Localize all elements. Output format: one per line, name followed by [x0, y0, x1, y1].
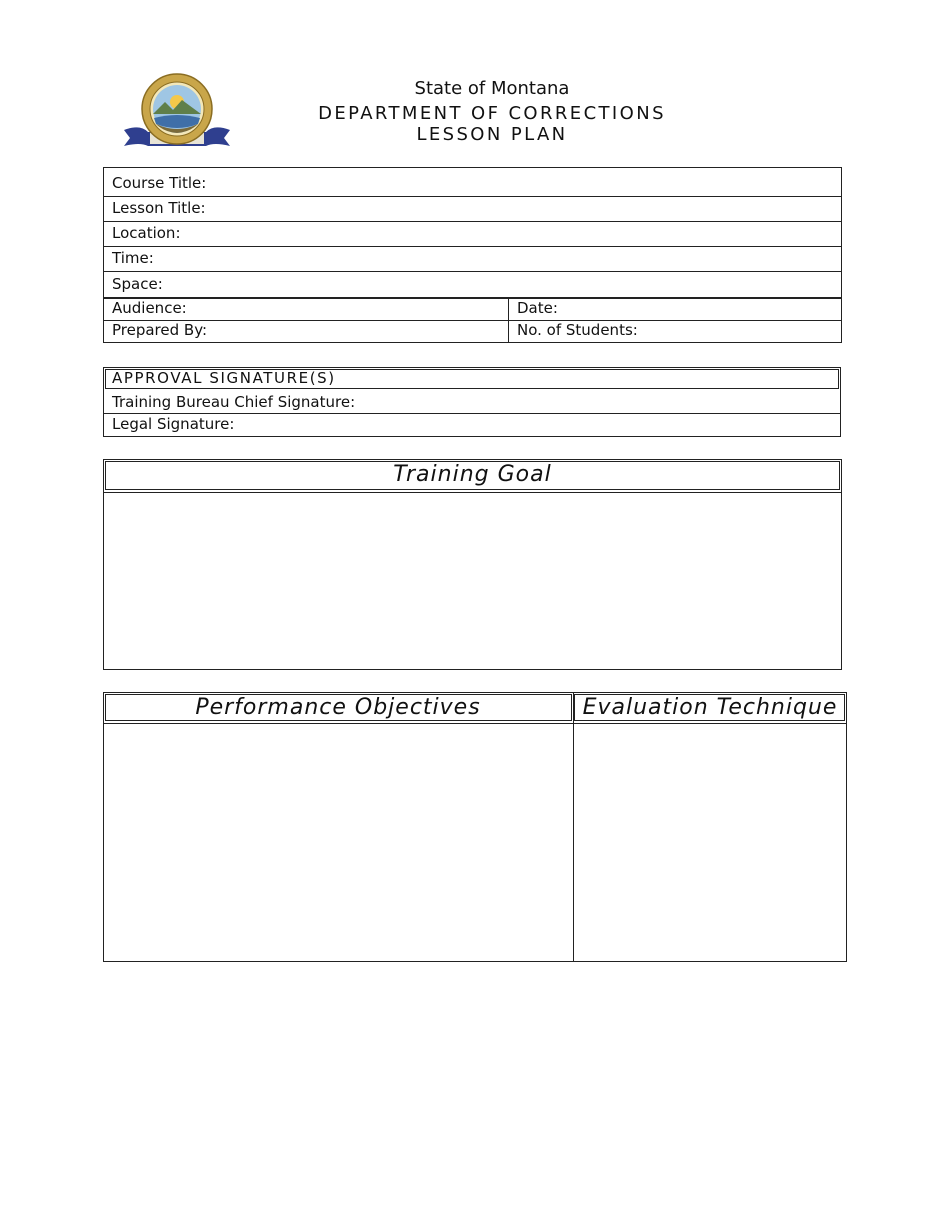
- space-field[interactable]: Space:: [112, 275, 163, 293]
- training-goal-body[interactable]: [106, 496, 839, 666]
- course-title-field[interactable]: Course Title:: [112, 174, 207, 192]
- evaluation-technique-heading: Evaluation Technique: [582, 695, 838, 720]
- location-field[interactable]: Location:: [112, 224, 181, 242]
- prepared-by-field[interactable]: Prepared By:: [112, 321, 208, 339]
- lesson-title-field[interactable]: Lesson Title:: [112, 199, 206, 217]
- performance-objectives-body[interactable]: [106, 727, 570, 957]
- audience-field[interactable]: Audience:: [112, 299, 187, 317]
- training-goal-heading: Training Goal: [393, 462, 552, 487]
- performance-objectives-heading: Performance Objectives: [195, 695, 481, 720]
- date-field[interactable]: Date:: [517, 299, 558, 317]
- header-state: State of Montana: [414, 78, 570, 99]
- header-department: DEPARTMENT OF CORRECTIONS: [318, 103, 666, 124]
- approval-heading: APPROVAL SIGNATURE(S): [112, 369, 336, 387]
- legal-signature-field[interactable]: Legal Signature:: [112, 415, 235, 433]
- time-field[interactable]: Time:: [112, 249, 154, 267]
- info-table: [103, 167, 842, 343]
- header-doc-type: LESSON PLAN: [416, 124, 568, 145]
- training-bureau-signature-field[interactable]: Training Bureau Chief Signature:: [112, 393, 356, 411]
- num-students-field[interactable]: No. of Students:: [517, 321, 638, 339]
- evaluation-technique-body[interactable]: [576, 727, 844, 957]
